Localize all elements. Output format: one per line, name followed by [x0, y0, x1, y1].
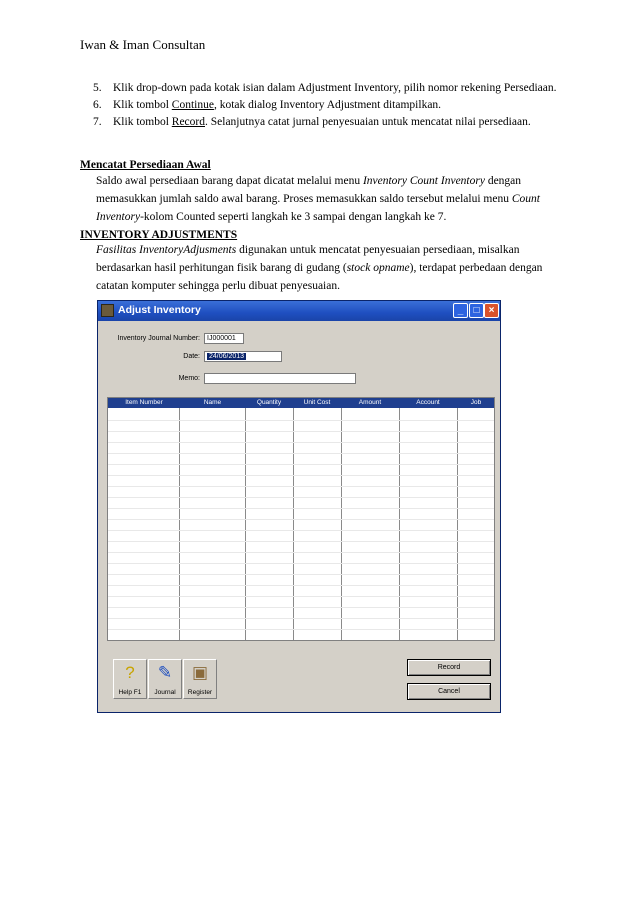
app-icon: [101, 304, 114, 317]
journal-label: Journal: [154, 689, 176, 696]
record-button[interactable]: Record: [407, 659, 491, 676]
memo-label: Memo:: [178, 375, 200, 382]
record-link-text: Record: [171, 116, 205, 128]
grid-row-line: [108, 475, 494, 476]
grid-row-line: [108, 464, 494, 465]
column-account[interactable]: Account: [416, 399, 440, 406]
date-field[interactable]: [204, 351, 282, 362]
grid-row-line: [108, 519, 494, 520]
column-name[interactable]: Name: [203, 399, 222, 406]
column-quantity[interactable]: Quantity: [256, 399, 282, 406]
grid-row-line: [108, 541, 494, 542]
column-unit-cost[interactable]: Unit Cost: [303, 399, 331, 406]
close-button[interactable]: ×: [484, 303, 499, 318]
help-label: Help F1: [118, 689, 142, 696]
step-item: [93, 114, 563, 131]
bottom-toolbar: [107, 653, 495, 705]
grid-row-line: [108, 530, 494, 531]
page-header: Iwan & Iman Consultan: [80, 37, 206, 52]
cancel-button[interactable]: Cancel: [407, 683, 491, 700]
grid-row-line: [108, 596, 494, 597]
column-amount[interactable]: Amount: [358, 399, 382, 406]
grid-row-line: [108, 629, 494, 630]
section-title-inventory-adjustments: INVENTORY ADJUSTMENTS: [80, 229, 238, 241]
grid-row-line: [108, 453, 494, 454]
memo-field[interactable]: [204, 373, 356, 384]
adjust-inventory-window: [97, 300, 501, 713]
help-button[interactable]: [113, 659, 147, 699]
register-icon: ▣: [191, 663, 209, 682]
step-text: Klik tombol Record. Selanjutnya catat jurnal penyesuaian untuk mencatat nilai persediaan.: [113, 116, 531, 128]
grid-row-line: [108, 574, 494, 575]
step-number: 6.: [93, 99, 102, 111]
step-number: 7.: [93, 116, 102, 128]
journal-icon: ✎: [157, 663, 173, 682]
column-job[interactable]: Job: [470, 399, 482, 406]
continue-link-text: Continue: [171, 99, 214, 111]
grid-row-line: [108, 420, 494, 421]
section-title-persediaan-awal: Mencatat Persediaan Awal: [80, 159, 211, 171]
step-item: [93, 97, 563, 114]
register-button[interactable]: [183, 659, 217, 699]
help-icon: ?: [125, 663, 135, 682]
grid-row-line: [108, 552, 494, 553]
register-label: Register: [187, 689, 213, 696]
minimize-button[interactable]: _: [453, 303, 468, 318]
date-value: 24/06/2013: [209, 353, 245, 360]
step-text: Klik tombol Continue, kotak dialog Inventory Adjustment ditampilkan.: [113, 99, 442, 111]
section-paragraph-persediaan-awal: Saldo awal persediaan barang dapat dicatat melalui menu Inventory Count Inventory dengan memasukkan jumlah saldo awal barang. Proses memasukkan saldo tersebut melalui menu Count Inventory-kolom Counted seperti langkah ke 3 sampai dengan langkah ke 7.: [96, 175, 540, 223]
journal-number-field[interactable]: IJ000001: [204, 333, 244, 344]
journal-button[interactable]: [148, 659, 182, 699]
maximize-button[interactable]: □: [469, 303, 484, 318]
grid-row-line: [108, 442, 494, 443]
step-item: [93, 80, 563, 97]
grid-row-line: [108, 508, 494, 509]
column-item-number[interactable]: Item Number: [125, 399, 163, 406]
window-title: Adjust Inventory: [118, 304, 201, 316]
grid-row-line: [108, 497, 494, 498]
adjustment-grid[interactable]: [107, 397, 495, 641]
journal-form: [106, 325, 494, 393]
grid-row-line: [108, 585, 494, 586]
section-paragraph-inventory-adjustments: Fasilitas InventoryAdjusments digunakan untuk mencatat penyesuaian persediaan, misalkan berdasarkan hasil perhitungan fisik barang di gudang (stock opname), terdapat perbedaan dengan catatan komputer sehingga perlu dibuat penyesuaian.: [96, 244, 543, 292]
date-label: Date:: [183, 353, 200, 360]
steps-list: [93, 80, 563, 131]
grid-header: [108, 398, 494, 408]
grid-row-line: [108, 607, 494, 608]
window-title-bar[interactable]: [98, 301, 500, 321]
step-number: 5.: [93, 82, 102, 94]
step-text: Klik drop-down pada kotak isian dalam Adjustment Inventory, pilih nomor rekening Persediaan.: [113, 82, 557, 94]
grid-row-line: [108, 618, 494, 619]
grid-row-line: [108, 486, 494, 487]
grid-row-line: [108, 563, 494, 564]
grid-row-line: [108, 431, 494, 432]
journal-number-label: Inventory Journal Number:: [117, 335, 200, 342]
